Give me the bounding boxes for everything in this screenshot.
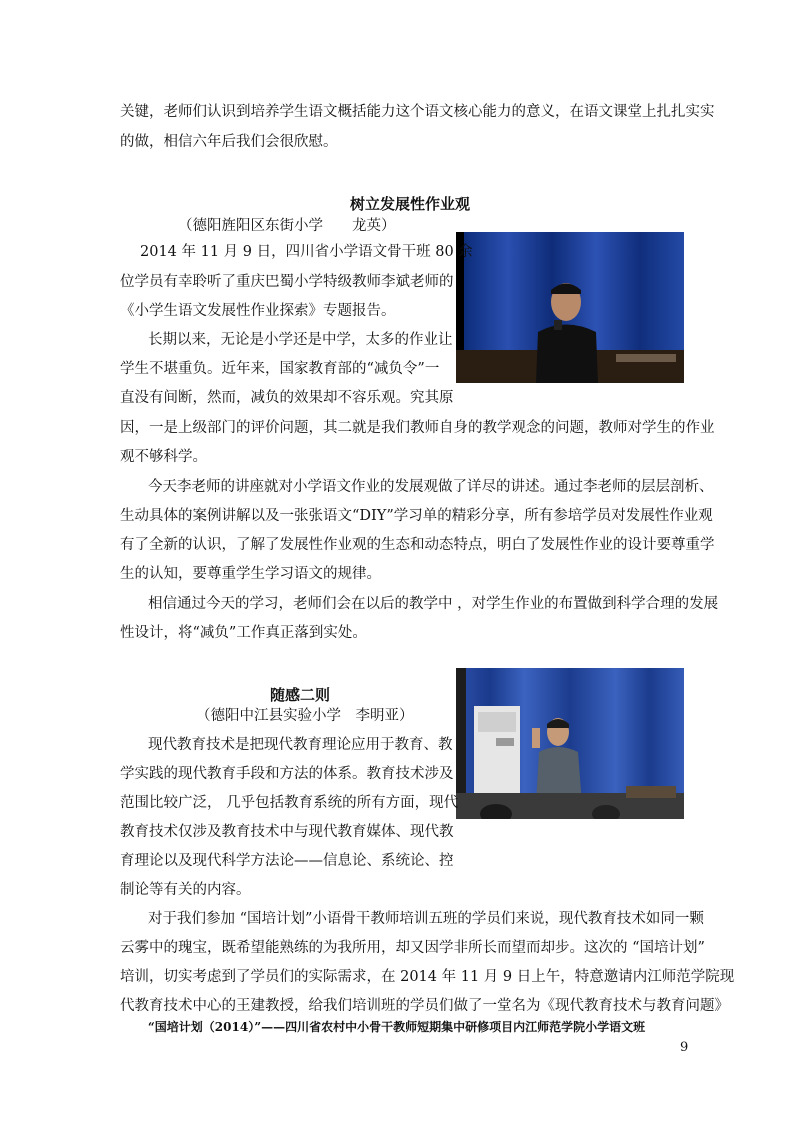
article1-line-11: 有了全新的认识，了解了发展性作业观的生态和动态特点，明白了发展性作业的设计要尊重学 <box>120 537 715 553</box>
article1-line-6: 直没有间断，然而，减负的效果却不容乐观。究其原 <box>120 390 454 406</box>
article1-title: 树立发展性作业观 <box>350 195 471 213</box>
article1-photo <box>456 232 684 383</box>
intro-line-1: 关键，老师们认识到培养学生语文概括能力这个语文核心能力的意义，在语文课堂上扎扎实实 <box>120 104 715 120</box>
article2-line-4: 教育技术仅涉及教育技术中与现代教育媒体、现代教 <box>120 824 454 840</box>
article2-byline: （德阳中江县实验小学 李明亚） <box>196 708 414 724</box>
page-footer: “国培计划（2014）”——四川省农村中小骨干教师短期集中研修项目内江师范学院小学语文班 <box>147 1020 646 1034</box>
intro-line-2: 的做，相信六年后我们会很欣慰。 <box>120 134 338 150</box>
article2-title: 随感二则 <box>270 686 331 704</box>
article1-line-8: 观不够科学。 <box>120 449 207 465</box>
article1-line-14: 性设计，将“减负”工作真正落到实处。 <box>120 625 367 641</box>
article1-line-12: 生的认知，要尊重学生学习语文的规律。 <box>120 566 381 582</box>
article1-line-5: 学生不堪重负。近年来，国家教育部的“减负令”一 <box>120 361 440 377</box>
article2-line-1: 现代教育技术是把现代教育理论应用于教育、教 <box>148 737 453 753</box>
lecturer-photo-image <box>456 232 684 383</box>
article2-line-5: 育理论以及现代科学方法论——信息论、系统论、控 <box>120 853 454 869</box>
article2-line-8: 云雾中的瑰宝，既希望能熟练的为我所用，却又因学非所长而望而却步。这次的 “国培计划” <box>120 940 705 956</box>
article1-line-2: 位学员有幸聆听了重庆巴蜀小学特级教师李斌老师的 <box>120 274 454 290</box>
article1-byline: （德阳旌阳区东街小学 龙英） <box>178 218 396 234</box>
article1-line-3: 《小学生语文发展性作业探索》专题报告。 <box>120 303 396 319</box>
article2-line-2: 学实践的现代教育手段和方法的体系。教育技术涉及 <box>120 766 454 782</box>
article1-line-4: 长期以来，无论是小学还是中学，太多的作业让 <box>148 332 453 348</box>
article1-line-7: 因，一是上级部门的评价问题，其二就是我们教师自身的教学观念的问题，教师对学生的作业 <box>120 420 715 436</box>
article1-line-9: 今天李老师的讲座就对小学语文作业的发展观做了详尽的讲述。通过李老师的层层剖析、 <box>148 479 714 495</box>
article2-photo <box>456 668 684 819</box>
article2-line-10: 代教育技术中心的王建教授，给我们培训班的学员们做了一堂名为《现代教育技术与教育问题》 <box>120 998 729 1014</box>
article2-line-6: 制论等有关的内容。 <box>120 882 251 898</box>
classroom-photo-image <box>456 668 684 819</box>
page-number: 9 <box>680 1040 689 1055</box>
article1-line-13: 相信通过今天的学习，老师们会在以后的教学中 ，对学生作业的布置做到科学合理的发展 <box>148 596 719 612</box>
article1-line-1: 2014 年 11 月 9 日，四川省小学语文骨干班 80 余 <box>140 244 473 260</box>
article2-line-3: 范围比较广泛， 几乎包括教育系统的所有方面，现代 <box>120 795 459 811</box>
article1-line-10: 生动具体的案例讲解以及一张张语文“DIY”学习单的精彩分享，所有参培学员对发展性作业观 <box>120 508 713 524</box>
article2-line-7: 对于我们参加 “国培计划”小语骨干教师培训五班的学员们来说，现代教育技术如同一颗 <box>148 911 704 927</box>
article2-line-9: 培训，切实考虑到了学员们的实际需求，在 2014 年 11 月 9 日上午，特意邀请内江师范学院现 <box>120 969 735 985</box>
